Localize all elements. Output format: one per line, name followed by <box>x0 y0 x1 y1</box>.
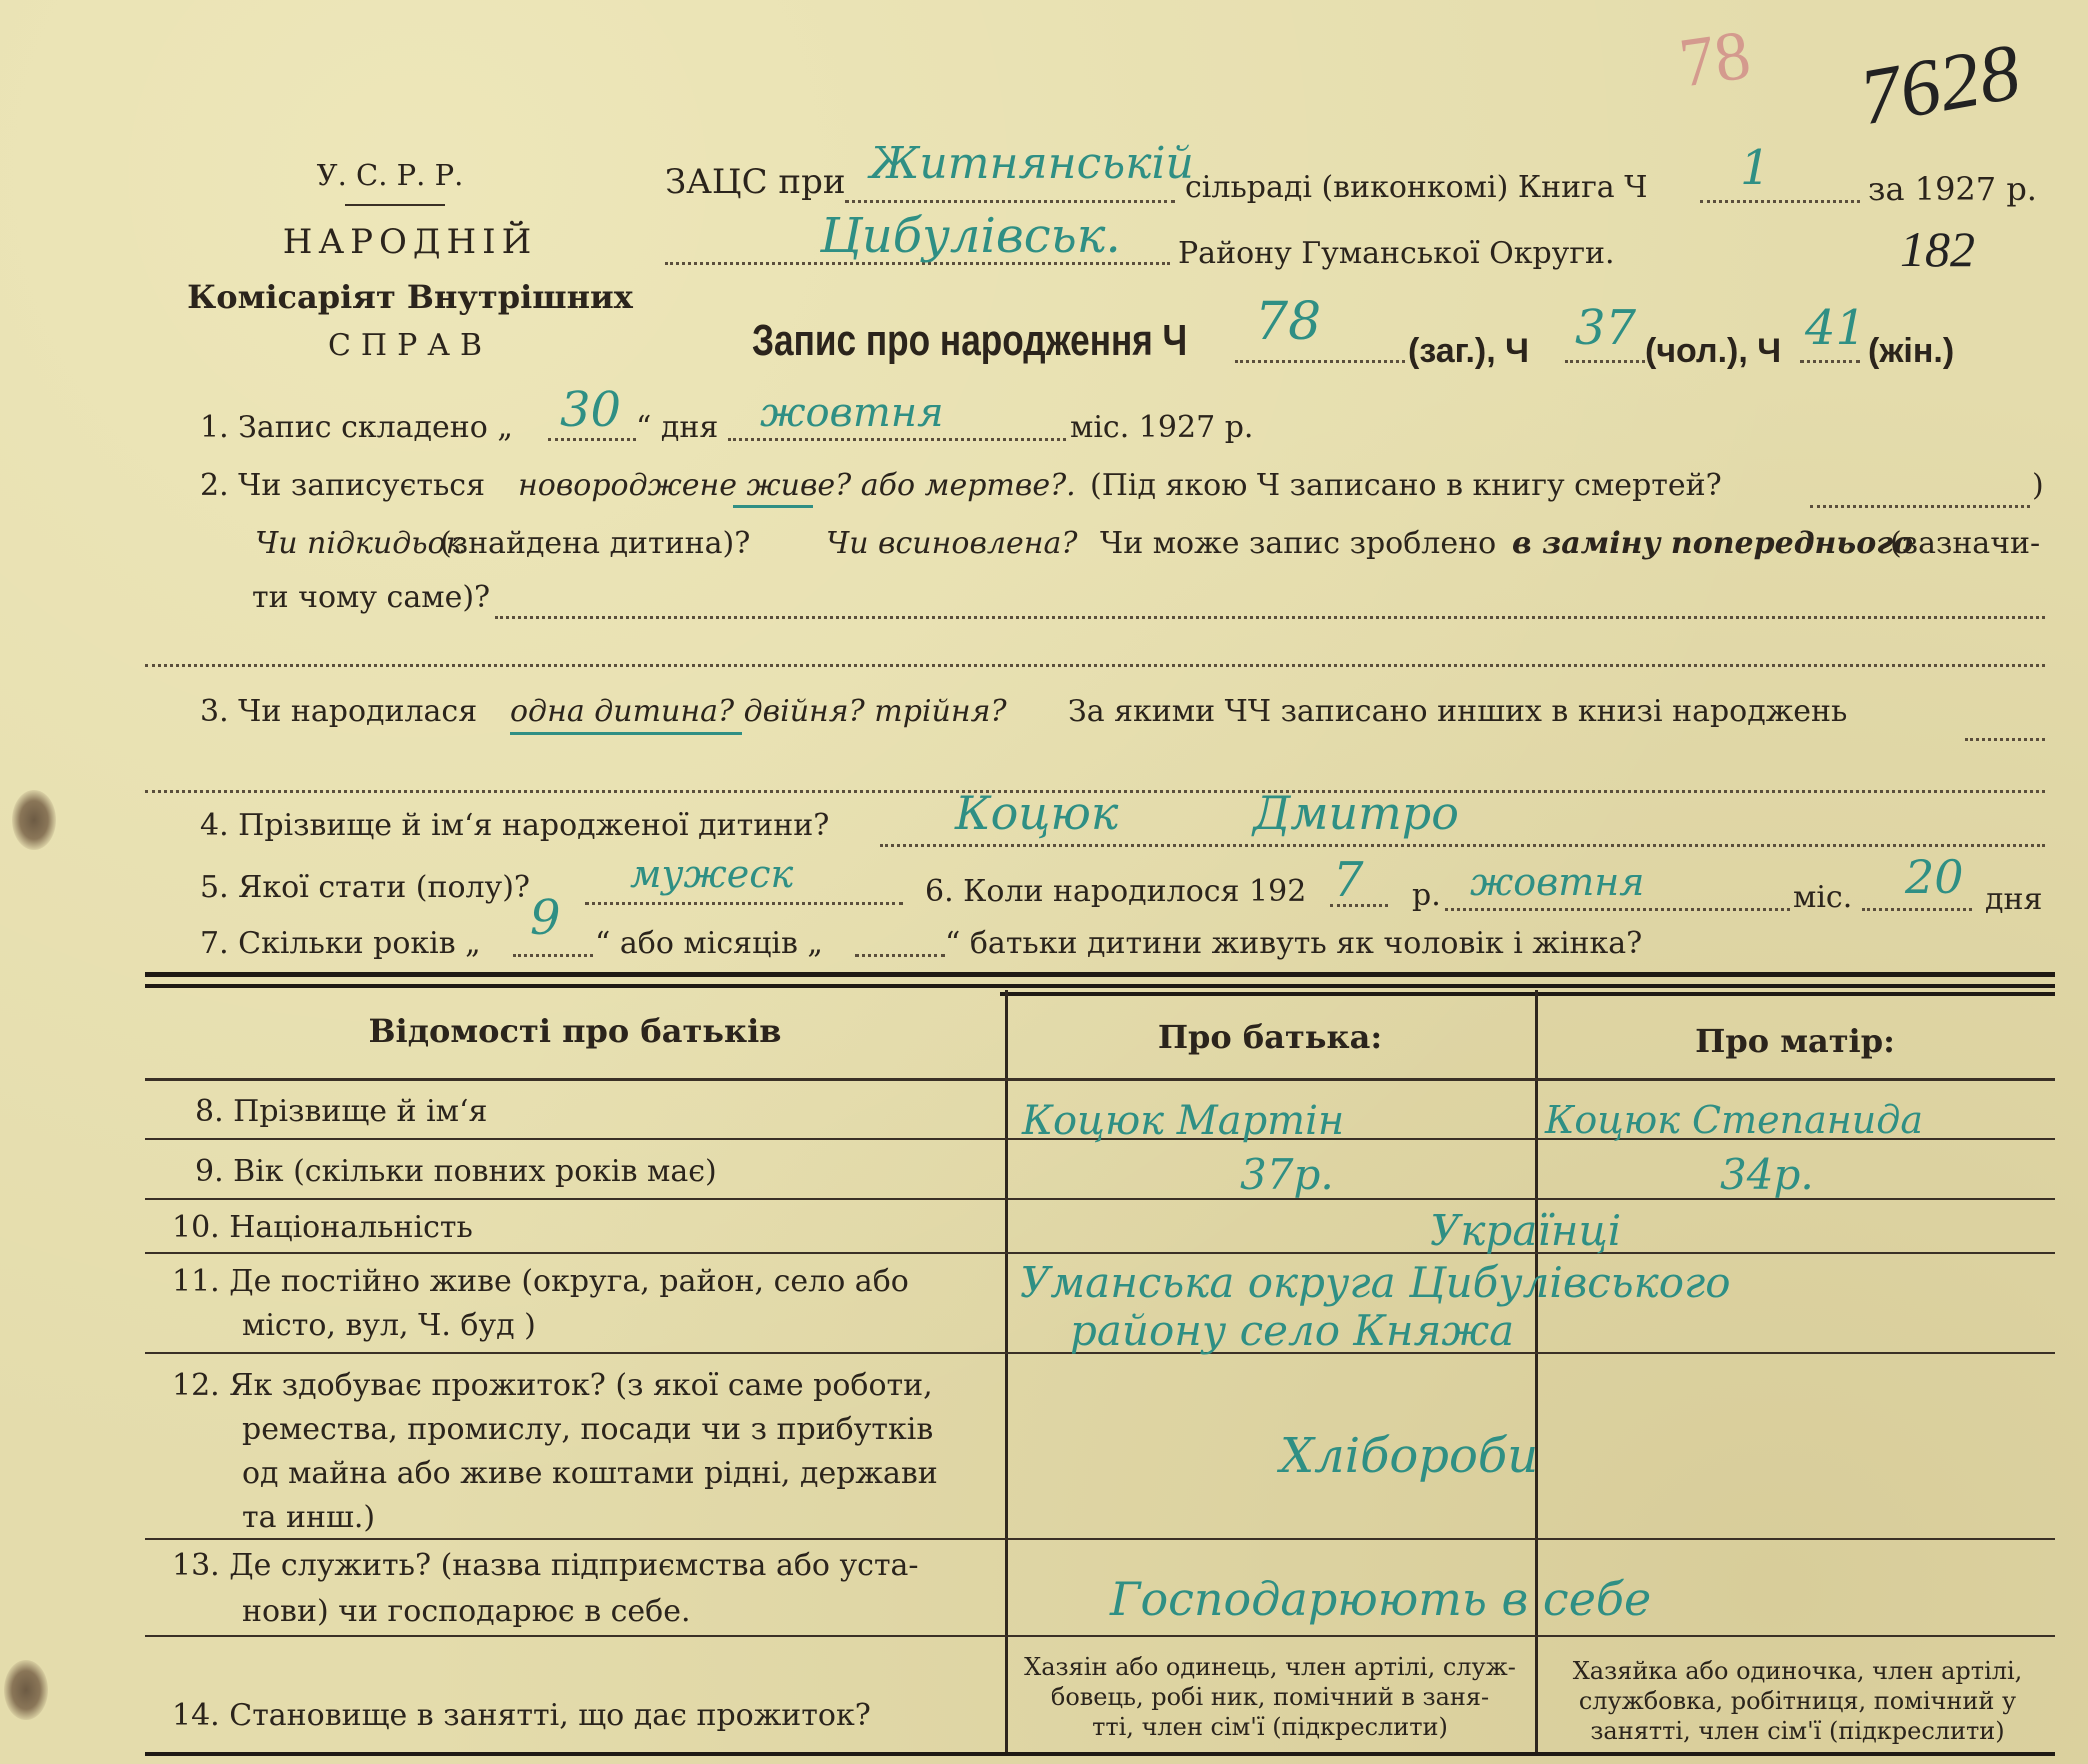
q2-specify: (зазначи- <box>1890 526 2041 561</box>
row-12-bottom <box>145 1538 2055 1540</box>
q2-foundling: Чи підкидьок <box>255 526 464 561</box>
table-top-rule-2 <box>145 984 2055 988</box>
table-col-divider-2 <box>1535 990 1538 1752</box>
table-bottom-rule <box>145 1752 2055 1756</box>
q2-replacement-q: Чи може запис зроблено <box>1100 526 1497 561</box>
occupation-handwritten: Хлібороби <box>1280 1428 1539 1484</box>
book-number-handwritten: 1 <box>1740 140 1771 196</box>
q7-years-field[interactable] <box>513 954 593 957</box>
row-13-bottom <box>145 1635 2055 1637</box>
q6-year-handwritten: 7 <box>1333 852 1364 908</box>
record-male-handwritten: 37 <box>1575 300 1637 356</box>
row-13-label-2: нови) чи господарює в себе. <box>242 1594 691 1629</box>
punch-hole-bottom <box>4 1660 48 1720</box>
q3-single-underline <box>510 732 742 735</box>
table-header-mother: Про матір: <box>1695 1022 1895 1060</box>
q2-death-field[interactable] <box>1810 505 2030 508</box>
record-male-label: (чол.), Ч <box>1645 332 1782 370</box>
q1-day-handwritten: 30 <box>560 382 622 438</box>
book-number-field[interactable] <box>1700 200 1860 203</box>
father-age-handwritten: 37р. <box>1240 1150 1334 1199</box>
q6-month-unit: міс. <box>1793 880 1853 915</box>
q4-label: 4. Прізвище й ім‘я народженої дитини? <box>200 808 830 843</box>
q4-field[interactable] <box>880 844 2045 847</box>
q6-day-handwritten: 20 <box>1905 850 1964 904</box>
table-header-bottom <box>145 1078 2055 1081</box>
row-14-mother-note-1: Хазяйка або одиночка, член артілі, <box>1572 1657 2023 1685</box>
q3-label: 3. Чи народилася <box>200 694 478 729</box>
q6-year-unit: р. <box>1412 878 1441 913</box>
row-14-label: 14. Становище в занятті, що дає прожиток? <box>172 1698 871 1733</box>
commissariat-line2: Комісаріят Внутрішних <box>187 278 633 316</box>
mother-name-handwritten: Коцюк Степанида <box>1545 1098 1923 1142</box>
row-13-label-1: 13. Де служить? (назва підприємства або уста- <box>172 1548 919 1583</box>
q7-months-field[interactable] <box>855 954 945 957</box>
q6-month-handwritten: жовтня <box>1470 860 1645 904</box>
record-female-handwritten: 41 <box>1805 300 1867 356</box>
black-archive-number: 7628 <box>1853 27 2027 143</box>
year-label: за 1927 р. <box>1868 170 2037 208</box>
q3-options: одна дитина? двійня? трійня? <box>510 694 1007 729</box>
residence-line1-handwritten: Уманська округа Цибулівського <box>1020 1258 1731 1307</box>
q7-label: 7. Скільки років „ <box>200 926 481 961</box>
nationality-handwritten: Українці <box>1430 1206 1622 1255</box>
q1-month-handwritten: жовтня <box>760 390 944 436</box>
q4-child-name-handwritten: Коцюк Дмитро <box>955 786 1459 840</box>
q6-day-unit: дня <box>1985 882 2043 917</box>
table-header-father: Про батька: <box>1157 1018 1383 1056</box>
commissariat-line1: НАРОДНІЙ <box>282 222 538 262</box>
row-8-label: 8. Прізвище й ім‘я <box>195 1094 488 1129</box>
record-male-field[interactable] <box>1565 360 1645 363</box>
row-11-label-1: 11. Де постійно живе (округа, район, село або <box>172 1264 909 1299</box>
record-total-label: (заг.), Ч <box>1408 332 1529 370</box>
q5-sex-handwritten: мужеск <box>630 852 794 896</box>
q2-why: ти чому саме)? <box>252 580 491 615</box>
row-10-label: 10. Національність <box>172 1210 473 1245</box>
q2-death-book: (Під якою Ч записано в книгу смертей? <box>1090 468 1722 503</box>
q2-live-underline <box>733 505 813 508</box>
father-name-handwritten: Коцюк Мартін <box>1022 1098 1345 1144</box>
row-14-mother-note-2: службовка, робітниця, помічний у <box>1578 1687 2017 1715</box>
table-col-divider-1 <box>1005 990 1008 1752</box>
table-top-rule-3 <box>1000 992 2055 996</box>
row-11-label-2: місто, вул, Ч. буд ) <box>242 1308 536 1343</box>
district-label: Району Гуманської Округи. <box>1178 236 1615 271</box>
q1-mid2: міс. 1927 р. <box>1070 410 1254 445</box>
q1-prefix: 1. Запис складено „ <box>200 410 513 445</box>
table-top-rule <box>145 972 2055 977</box>
record-female-field[interactable] <box>1800 360 1860 363</box>
row-14-father-note-1: Хазяін або одинець, член артілі, служ- <box>1024 1653 1516 1681</box>
row-10-bottom <box>145 1252 2055 1254</box>
row-9-label: 9. Вік (скільки повних років має) <box>195 1154 717 1189</box>
record-female-label: (жін.) <box>1868 332 1955 370</box>
service-handwritten: Господарюють в себе <box>1110 1572 1652 1626</box>
district-handwritten: Цибулівськ. <box>820 208 1121 264</box>
q7-years-handwritten: 9 <box>530 890 561 946</box>
ussr-underline <box>345 204 445 206</box>
commissariat-line3: СПРАВ <box>327 328 493 363</box>
row-12-label-1: 12. Як здобуває прожиток? (з якої саме роботи, <box>172 1368 933 1403</box>
row-14-father-note-2: бовець, робі ник, помічний в заня- <box>1050 1683 1490 1711</box>
q1-day-field[interactable] <box>548 438 636 441</box>
q2-close-paren: ) <box>2032 468 2044 503</box>
q1-mid1: “ дня <box>636 410 719 445</box>
q3-other-numbers: За якими ЧЧ записано инших в книзі народжень <box>1068 694 1848 729</box>
row-12-label-3: од майна або живе коштами рідні, держави <box>242 1456 938 1491</box>
village-handwritten: Житнянській <box>870 138 1194 189</box>
q2-live-option: новороджене живе? або мертве?. <box>518 468 1076 503</box>
q3-field[interactable] <box>1965 738 2045 741</box>
q6-month-field[interactable] <box>1445 908 1790 911</box>
zags-prefix: ЗАЦС при <box>665 162 846 202</box>
q2-foundling-note: (знайдена дитина)? <box>440 526 751 561</box>
record-total-handwritten: 78 <box>1255 292 1322 352</box>
q5-field[interactable] <box>585 902 903 905</box>
row-14-father-note-3: тті, член сім'ї (підкреслити) <box>1092 1713 1448 1741</box>
q6-day-field[interactable] <box>1862 908 1972 911</box>
q2-extra-line[interactable] <box>145 664 2045 667</box>
q2-label: 2. Чи записується <box>200 468 486 503</box>
mother-age-handwritten: 34р. <box>1720 1150 1814 1199</box>
q6-label: 6. Коли народилося 192 <box>925 874 1307 909</box>
q2-adopted: Чи всиновлена? <box>826 526 1078 561</box>
black-archive-subnumber: 182 <box>1900 221 1975 277</box>
row-14-mother-note-3: занятті, член сім'ї (підкреслити) <box>1590 1717 2005 1745</box>
residence-line2-handwritten: району село Княжа <box>1070 1306 1515 1355</box>
q1-month-field[interactable] <box>728 438 1066 441</box>
ussr-label: У. С. Р. Р. <box>316 158 464 192</box>
q7-tail: “ батьки дитини живуть як чоловік і жінка? <box>945 926 1643 961</box>
punch-hole-top <box>12 790 56 850</box>
table-header-parents: Відомості про батьків <box>368 1012 782 1050</box>
row-12-label-2: ремества, промислу, посади чи з прибутків <box>242 1412 934 1447</box>
village-council-label: сільраді (виконкомі) Книга Ч <box>1185 170 1648 205</box>
record-title: Запис про народження Ч <box>752 316 1188 365</box>
pink-archive-number: 78 <box>1674 16 1755 103</box>
village-field[interactable] <box>845 200 1175 203</box>
q7-months-label: “ або місяців „ <box>595 926 823 961</box>
q2-replacement: в заміну попереднього <box>1512 526 1914 561</box>
record-total-field[interactable] <box>1235 360 1405 363</box>
q2-why-field[interactable] <box>495 616 2045 619</box>
row-12-label-4: та инш.) <box>242 1500 376 1535</box>
q5-label: 5. Якої стати (полу)? <box>200 870 530 905</box>
